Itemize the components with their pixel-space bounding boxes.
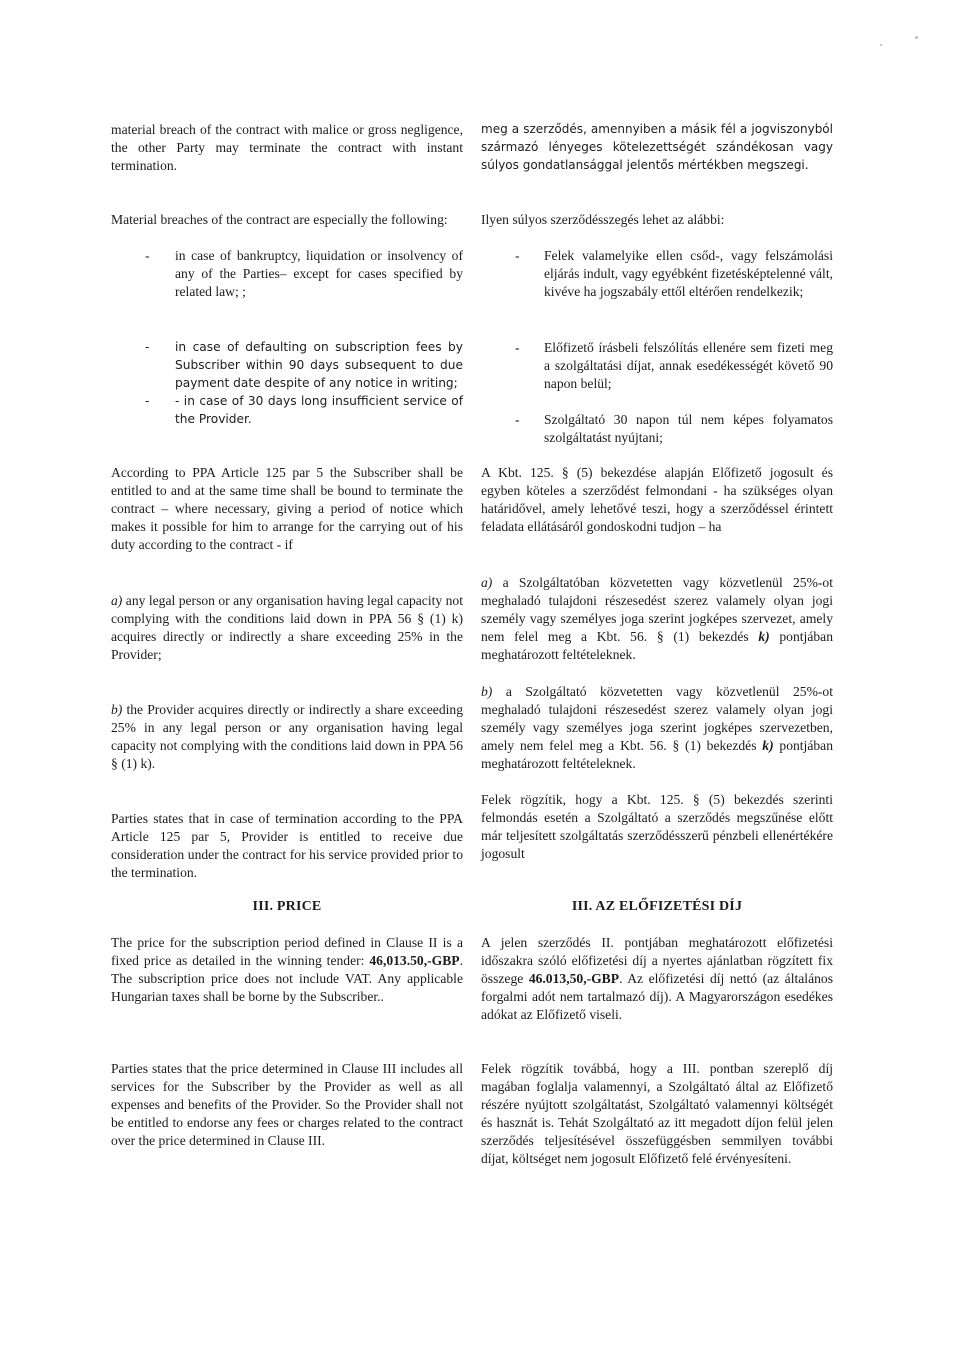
point-label: a): [481, 575, 493, 590]
paragraph-pont-a: [481, 574, 833, 664]
scan-speck: [880, 44, 882, 46]
price-text-end: . The subscription price does not include VAT. Any applicable Hungarian taxes shall be borne by the Subscriber..: [111, 952, 463, 1004]
paragraph-point-b: [111, 701, 463, 773]
paragraph-sulyos-szerzodesszeges: Ilyen súlyos szerződésszegés lehet az alábbi:: [481, 212, 725, 227]
paragraph-fix-osszeg: [481, 934, 833, 1024]
point-text: any legal person or any organisation having legal capacity not complying with the conditions laid down in PPA 56 § (1) k) acquires directly or indirectly a share exceeding 25% in the Provider;: [111, 593, 464, 662]
bullet-dash: -: [145, 394, 150, 408]
bullet-dash: -: [515, 248, 520, 263]
price-amount: 46,013.50,-GBP: [369, 952, 460, 968]
point-text: a Szolgáltató közvetetten vagy közvetlenül 25%-ot meghaladó tulajdoni részesedést szerez valamely olyan jogi személy vagy személyes joga szerint jogképes szervezetben, amely nem felel meg a Kbt. 56. § (1) bekezdés: [481, 684, 833, 753]
list-item-szolgaltato-30-nap: [481, 411, 833, 447]
point-k: k): [758, 628, 770, 644]
bullet-dash: -: [515, 412, 520, 427]
bullet-text: in case of bankruptcy, liquidation or insolvency of any of the Parties– except for cases specified by related law; ;: [175, 248, 463, 299]
point-text-end: pontjában meghatározott feltételeknek.: [481, 628, 833, 662]
paragraph-termination-malice: material breach of the contract with malice or gross negligence, the other Party may terminate the contract with instant termination.: [111, 122, 463, 173]
bullet-text: Felek valamelyike ellen csőd-, vagy felszámolási eljárás indult, vagy egyébként fizetésképtelenné vált, kivéve ha jogszabály ettől eltérően rendelkezik;: [544, 248, 833, 299]
bullet-text: in case of defaulting on subscription fees by Subscriber within 90 days subsequent to due payment date despite of any notice in writing;: [175, 340, 463, 390]
paragraph-article-125: According to PPA Article 125 par 5 the Subscriber shall be entitled to and at the same time shall be bound to terminate the contract – where necessary, giving a period of notice which makes it possible for him to arrange for the carrying out of his duty according to the contract - if: [111, 465, 463, 552]
point-text: a Szolgáltatóban közvetetten vagy közvetlenül 25%-ot meghaladó tulajdoni részesedést szerez valamely olyan jogi személy vagy személyes joga szerint jogképes szervezet, amely nem felel meg a Kbt. 56. § (1) bekezdés: [481, 575, 833, 644]
paragraph-fixed-price: [111, 934, 463, 1006]
paragraph-point-a: [111, 592, 463, 664]
point-k: k): [762, 737, 774, 753]
section-heading-elofizetesi-dij: III. AZ ELŐFIZETÉSI DÍJ: [571, 899, 743, 914]
list-item-csod: [481, 247, 833, 301]
bullet-text: Előfizető írásbeli felszólítás ellenére sem fizeti meg a szolgáltatási díjat, annak esedékességét követő 90 napon belül;: [544, 340, 833, 391]
bullet-dash: -: [145, 340, 150, 354]
paragraph-price-includes: Parties states that the price determined in Clause III includes all services for the Subscriber by the Provider as well as all expenses and benefits of the Provider. So the Provider shall not be entitled to endorse any fees or charges related to the contract over the price determined in Clause III.: [111, 1061, 463, 1148]
point-text: the Provider acquires directly or indirectly a share exceeding 25% in any legal person or any organisation having legal capacity not complying with the conditions laid down in PPA 56 § (1) k).: [111, 702, 463, 771]
section-heading-price: III. PRICE: [252, 899, 322, 914]
list-item-defaulting-fees: [111, 339, 463, 393]
paragraph-material-breaches: Material breaches of the contract are especially the following:: [111, 212, 448, 227]
paragraph-kbt-125: A Kbt. 125. § (5) bekezdése alapján Előfizető jogosult és egyben köteles a szerződést felmondani - ha szükséges olyan határidővel, amely lehetővé teszi, hogy a szerződéssel érintett feladata ellátásáról gondoskodni tudjon – ha: [481, 465, 833, 534]
point-text-end: pontjában meghatározott feltételeknek.: [481, 737, 833, 771]
bullet-text: Szolgáltató 30 napon túl nem képes folyamatos szolgáltatást nyújtani;: [544, 412, 833, 445]
paragraph-felmondas-szandekos: meg a szerződés, amennyiben a másik fél a jogviszonyból származó lényeges kötelezettségét szándékosan vagy súlyos gondatlansággal jelentős mértékben megszegi.: [481, 122, 833, 172]
scan-speck: [915, 36, 918, 39]
point-label: a): [111, 593, 123, 608]
bullet-dash: -: [145, 248, 150, 263]
paragraph-due-consideration: Parties states that in case of termination according to the PPA Article 125 par 5, Provider is entitled to receive due consideration under the contract for his service provided prior to the termination.: [111, 811, 463, 880]
price-text-start: The price for the subscription period defined in Clause II is a fixed price as detailed in the winning tender:: [111, 935, 463, 968]
paragraph-pont-b: [481, 683, 833, 773]
list-item-insufficient-service: [111, 393, 463, 429]
bullet-dash: -: [515, 340, 520, 355]
paragraph-dij-tartalmazza: Felek rögzítik továbbá, hogy a III. pontban szereplő díj magában foglalja valamennyi, a Szolgáltató által az Előfizető részére nyújtott szolgáltatást, Szolgáltató valamennyi költségét és hasznát is. Tehát Szolgáltató az itt megadott díjon felül jelen szerződés teljesítésével összefüggésben semmilyen további díjat, költséget nem jogosult Előfizető felé érvényesíteni.: [481, 1061, 833, 1166]
price-text-start: A jelen szerződés II. pontjában meghatározott előfizetési időszakra szóló előfizetési díj a nyertes ajánlatban rögzített fix összege: [481, 935, 833, 986]
paragraph-felmondas-ellenertek: Felek rögzítik, hogy a Kbt. 125. § (5) bekezdés szerinti felmondás esetén a Szolgáltató a szerződés megszűnése előtt már teljesített szolgáltatás szerződésszerű pénzbeli ellenértékére jogosult: [481, 792, 833, 861]
point-label: b): [111, 702, 123, 717]
price-amount: 46.013,50,-GBP: [528, 970, 620, 986]
list-item-eloflzeto-dij: [481, 339, 833, 393]
list-item-bankruptcy: [111, 247, 463, 301]
point-label: b): [481, 684, 493, 699]
price-text-end: . Az előfizetési díj nettó (az általános forgalmi adót nem tartalmazó díj). A Magyarországon esedékes adókat az Előfizető viseli.: [481, 970, 833, 1022]
bullet-text: - in case of 30 days long insufficient service of the Provider.: [175, 394, 463, 426]
